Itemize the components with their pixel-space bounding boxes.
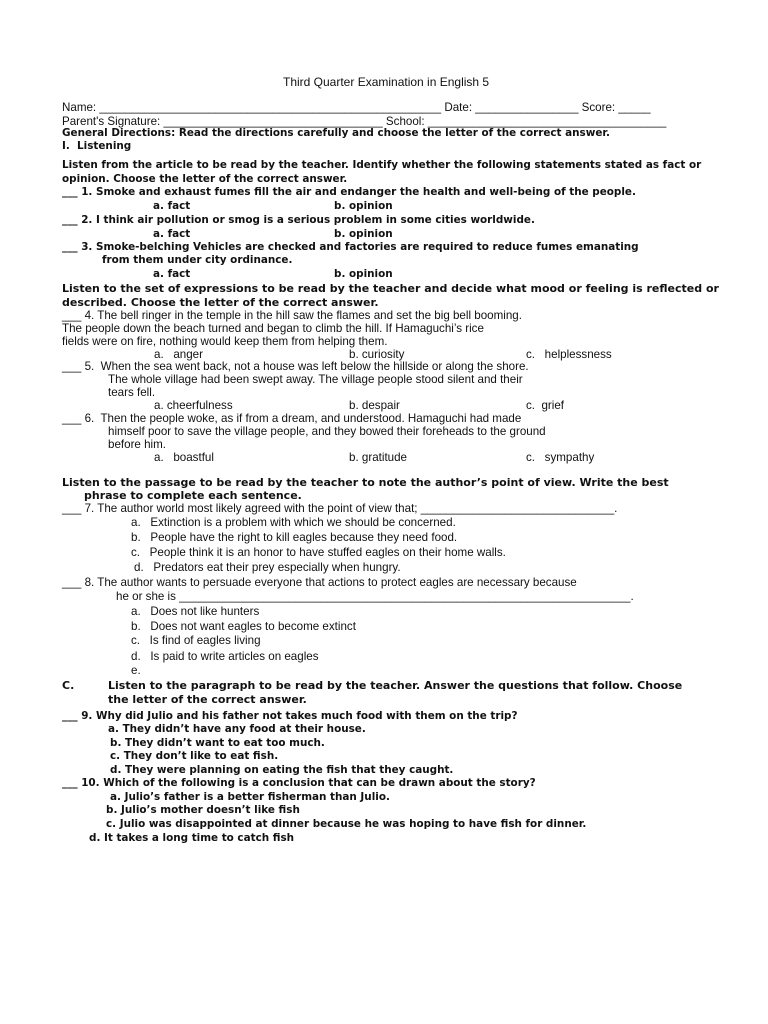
q2-option-a: a. fact	[153, 228, 191, 240]
q7-option-b: b. People have the right to kill eagles because they need food.	[131, 531, 458, 544]
question-8-line-2: he or she is ______________________________________________________________________.	[116, 590, 634, 603]
question-10: ___ 10. Which of the following is a conclusion that can be drawn about the story?	[62, 777, 536, 789]
q8-option-e: e.	[131, 664, 141, 677]
q8-option-d: d. Is paid to write articles on eagles	[131, 650, 319, 663]
part-b-directions-1: Listen to the set of expressions to be read by the teacher and decide what mood or feeling is reflected or	[62, 282, 719, 295]
q3-option-b: b. opinion	[334, 268, 393, 280]
exam-title: Third Quarter Examination in English 5	[283, 75, 490, 89]
question-1: ___ 1. Smoke and exhaust fumes fill the air and endanger the health and well-being of the people.	[62, 186, 636, 198]
question-5-line-2: The whole village had been swept away. The village people stood silent and their	[108, 373, 523, 386]
q5-option-c: c. grief	[526, 399, 565, 412]
q6-option-b: b. gratitude	[349, 451, 408, 464]
q9-option-d: d. They were planning on eating the fish that they caught.	[110, 764, 454, 776]
q5-option-a: a. cheerfulness	[154, 399, 233, 412]
question-2: ___ 2. I think air pollution or smog is a serious problem in some cities worldwide.	[62, 214, 535, 226]
q6-option-a: a. boastful	[154, 451, 214, 464]
q3-option-a: a. fact	[153, 268, 191, 280]
q8-option-a: a. Does not like hunters	[131, 605, 260, 618]
question-4-line-2: The people down the beach turned and began to climb the hill. If Hamaguchi’s rice	[62, 322, 484, 335]
part-a-directions-1: Listen from the article to be read by the teacher. Identify whether the following statements stated as fact or	[62, 159, 702, 171]
question-3-line-2: from them under city ordinance.	[102, 254, 293, 266]
q5-option-b: b. despair	[349, 399, 400, 412]
question-5-line-3: tears fell.	[108, 386, 156, 399]
part-c-label: C.	[62, 679, 75, 692]
question-9: ___ 9. Why did Julio and his father not takes much food with them on the trip?	[62, 710, 518, 722]
q4-option-a: a. anger	[154, 348, 203, 361]
q10-option-c: c. Julio was disappointed at dinner because he was hoping to have fish for dinner.	[106, 818, 587, 830]
q4-option-c: c. helplessness	[526, 348, 612, 361]
q9-option-c: c. They don’t like to eat fish.	[110, 750, 279, 762]
part-pv-directions-1: Listen to the passage to be read by the teacher to note the author’s point of view. Write the best	[62, 476, 669, 489]
question-6-line-3: before him.	[108, 438, 166, 451]
section-heading-listening: I. Listening	[62, 140, 132, 152]
part-c-directions-2: the letter of the correct answer.	[108, 693, 307, 706]
question-6-line-1: ___ 6. Then the people woke, as if from a dream, and understood. Hamaguchi had made	[62, 412, 522, 425]
question-4-line-1: ___ 4. The bell ringer in the temple in the hill saw the flames and set the big bell booming.	[62, 309, 522, 322]
part-a-directions-2: opinion. Choose the letter of the correct answer.	[62, 173, 348, 185]
q10-option-b: b. Julio’s mother doesn’t like fish	[106, 804, 300, 816]
q7-option-a: a. Extinction is a problem with which we should be concerned.	[131, 516, 456, 529]
q1-option-a: a. fact	[153, 200, 191, 212]
q9-option-b: b. They didn’t want to eat too much.	[110, 737, 325, 749]
question-5-line-1: ___ 5. When the sea went back, not a house was left below the hillside or along the shore.	[62, 360, 529, 373]
q7-option-c: c. People think it is an honor to have stuffed eagles on their home walls.	[131, 546, 506, 559]
q7-option-d: d. Predators eat their prey especially when hungry.	[134, 561, 401, 574]
q4-option-b: b. curiosity	[349, 348, 405, 361]
signature-school-line: Parent's Signature: __________________________________ School: _____________________________________	[62, 115, 667, 128]
question-6-line-2: himself poor to save the village people, and they bowed their foreheads to the ground	[108, 425, 546, 438]
q8-option-c: c. Is find of eagles living	[131, 634, 261, 647]
name-date-score-line: Name: _____________________________________________________ Date: ________________ Score: _____	[62, 101, 651, 114]
part-c-directions-1: Listen to the paragraph to be read by the teacher. Answer the questions that follow. Choose	[108, 679, 683, 692]
q9-option-a: a. They didn’t have any food at their house.	[108, 723, 366, 735]
q10-option-a: a. Julio’s father is a better fisherman than Julio.	[110, 791, 390, 803]
question-7: ___ 7. The author world most likely agreed with the point of view that; ______________________________.	[62, 502, 618, 515]
question-4-line-3: fields were on fire, nothing would keep them from helping them.	[62, 335, 388, 348]
part-b-directions-2: described. Choose the letter of the correct answer.	[62, 296, 379, 309]
q6-option-c: c. sympathy	[526, 451, 595, 464]
question-8-line-1: ___ 8. The author wants to persuade everyone that actions to protect eagles are necessary because	[62, 576, 577, 589]
q8-option-b: b. Does not want eagles to become extinct	[131, 620, 356, 633]
q2-option-b: b. opinion	[334, 228, 393, 240]
question-3-line-1: ___ 3. Smoke-belching Vehicles are checked and factories are required to reduce fumes emanating	[62, 241, 639, 253]
part-pv-directions-2: phrase to complete each sentence.	[84, 489, 302, 502]
q10-option-d: d. It takes a long time to catch fish	[89, 832, 295, 844]
q1-option-b: b. opinion	[334, 200, 393, 212]
general-directions: General Directions: Read the directions carefully and choose the letter of the correct answer.	[62, 127, 610, 139]
